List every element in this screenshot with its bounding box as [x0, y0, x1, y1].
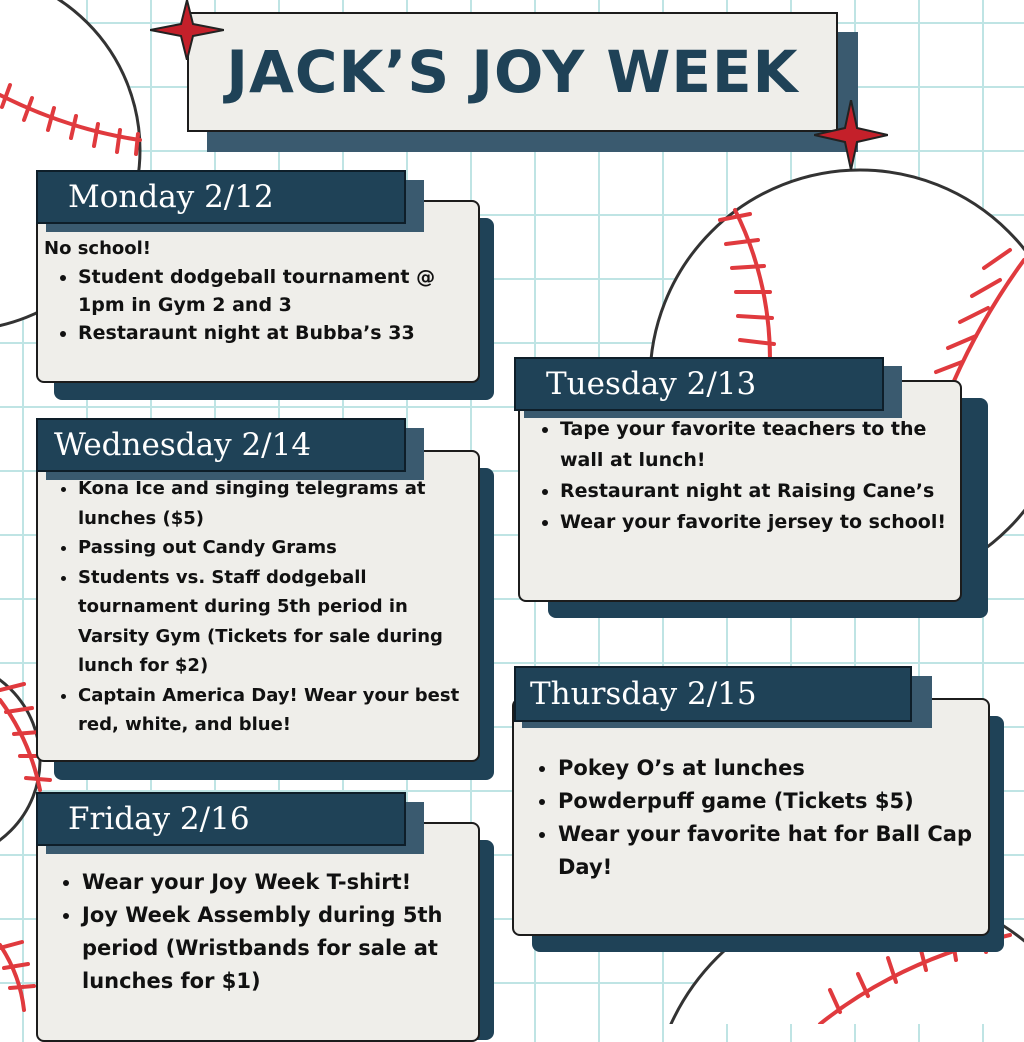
list-item: • Powderpuff game (Tickets $5) — [558, 785, 976, 818]
monday-lead: No school! — [44, 238, 152, 259]
thursday-label: Thursday 2/15 — [514, 666, 912, 722]
monday-content — [44, 235, 474, 347]
list-item: • Tape your favorite teachers to the wall at lunch! — [560, 414, 948, 476]
list-item: • Wear your favorite jersey to school! — [560, 507, 948, 538]
title-box — [187, 12, 838, 132]
friday-list — [60, 866, 470, 998]
seam-bottom-left — [0, 945, 24, 1010]
wednesday-list — [56, 474, 466, 740]
list-item: • Restaurant night at Raising Cane’s — [560, 476, 948, 507]
list-item: • Restaraunt night at Bubba’s 33 — [78, 319, 474, 347]
page-title: JACK’S JOY WEEK — [226, 38, 799, 106]
list-item: • Student dodgeball tournament @ 1pm in Gym 2 and 3 — [78, 263, 474, 319]
list-item: • Captain America Day! Wear your best red, white, and blue! — [78, 681, 466, 740]
friday-label: Friday 2/16 — [36, 792, 406, 846]
list-item: • Kona Ice and singing telegrams at lunches ($5) — [78, 474, 466, 533]
tuesday-content — [538, 414, 948, 538]
wednesday-label: Wednesday 2/14 — [36, 418, 406, 472]
list-item: • Passing out Candy Grams — [78, 533, 466, 563]
tuesday-label: Tuesday 2/13 — [514, 357, 884, 411]
list-item: • Wear your Joy Week T-shirt! — [82, 866, 470, 899]
title-banner — [187, 12, 838, 132]
list-item: • Students vs. Staff dodgeball tournament during 5th period in Varsity Gym (Tickets for sale during lunch for $2) — [78, 563, 466, 681]
monday-list — [44, 263, 474, 347]
wednesday-content — [56, 474, 466, 740]
list-item: • Pokey O’s at lunches — [558, 752, 976, 785]
sparkle-star-icon — [150, 0, 224, 60]
thursday-list — [536, 752, 976, 884]
list-item: • Wear your favorite hat for Ball Cap Day! — [558, 818, 976, 884]
monday-label: Monday 2/12 — [36, 170, 406, 224]
list-item: • Joy Week Assembly during 5th period (Wristbands for sale at lunches for $1) — [82, 899, 470, 998]
thursday-content — [536, 752, 976, 884]
friday-content — [60, 866, 470, 998]
tuesday-list — [538, 414, 948, 538]
sparkle-star-icon — [814, 100, 888, 170]
